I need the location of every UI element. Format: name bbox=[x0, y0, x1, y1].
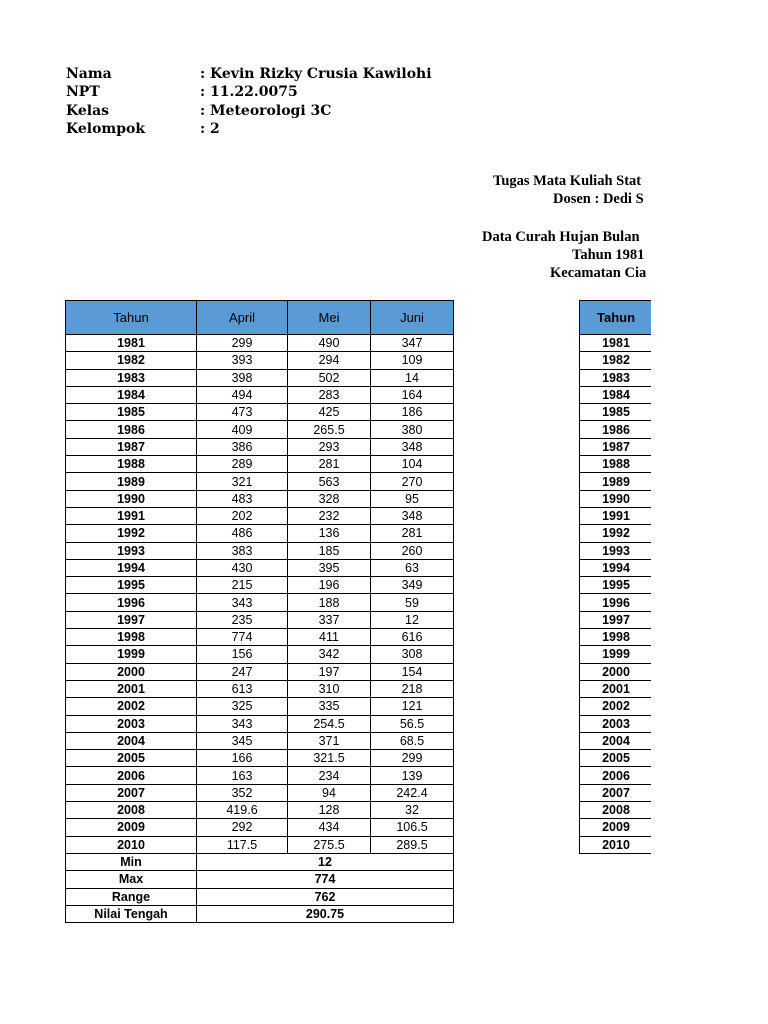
rainfall-cell: 308 bbox=[371, 646, 454, 663]
stat-value: 12 bbox=[197, 853, 454, 870]
year-cell: 2006 bbox=[580, 767, 652, 784]
rainfall-cell: 109 bbox=[371, 352, 454, 369]
course-title: Tugas Mata Kuliah Stat bbox=[493, 173, 642, 189]
rainfall-cell: 409 bbox=[197, 421, 288, 438]
info-label: Kelas bbox=[66, 102, 110, 119]
table-row bbox=[66, 698, 454, 715]
stat-row bbox=[66, 888, 454, 905]
table-row bbox=[66, 732, 454, 749]
year-range: Tahun 1981 bbox=[572, 247, 645, 263]
rainfall-cell: 32 bbox=[371, 802, 454, 819]
table-row bbox=[66, 611, 454, 628]
table-row bbox=[580, 456, 652, 473]
year-cell: 2005 bbox=[580, 750, 652, 767]
year-cell: 1995 bbox=[580, 577, 652, 594]
rainfall-cell: 299 bbox=[197, 335, 288, 352]
rainfall-cell: 345 bbox=[197, 732, 288, 749]
rainfall-cell: 289 bbox=[197, 456, 288, 473]
rainfall-cell: 774 bbox=[197, 629, 288, 646]
year-cell: 1992 bbox=[580, 525, 652, 542]
table-row bbox=[66, 404, 454, 421]
rainfall-cell: 613 bbox=[197, 680, 288, 697]
rainfall-cell: 349 bbox=[371, 577, 454, 594]
table-row bbox=[580, 732, 652, 749]
rainfall-cell: 325 bbox=[197, 698, 288, 715]
year-cell: 2004 bbox=[580, 732, 652, 749]
stat-label: Nilai Tengah bbox=[66, 905, 197, 922]
rainfall-cell: 430 bbox=[197, 559, 288, 576]
stat-row bbox=[66, 853, 454, 870]
rainfall-cell: 215 bbox=[197, 577, 288, 594]
rainfall-cell: 383 bbox=[197, 542, 288, 559]
table-row bbox=[580, 542, 652, 559]
table-row bbox=[580, 594, 652, 611]
rainfall-cell: 335 bbox=[288, 698, 371, 715]
table-row bbox=[66, 335, 454, 352]
table-row bbox=[580, 577, 652, 594]
year-cell: 1985 bbox=[580, 404, 652, 421]
rainfall-cell: 117.5 bbox=[197, 836, 288, 853]
rainfall-cell: 347 bbox=[371, 335, 454, 352]
year-cell: 2007 bbox=[580, 784, 652, 801]
table-header-row bbox=[66, 301, 454, 335]
rainfall-cell: 395 bbox=[288, 559, 371, 576]
rainfall-cell: 196 bbox=[288, 577, 371, 594]
table-row bbox=[580, 629, 652, 646]
student-info bbox=[66, 65, 466, 145]
info-row bbox=[66, 83, 466, 102]
year-cell: 1999 bbox=[66, 646, 197, 663]
document-heading bbox=[440, 160, 651, 300]
year-cell: 2004 bbox=[66, 732, 197, 749]
info-value: : Kevin Rizky Crusia Kawilohi bbox=[200, 66, 432, 82]
rainfall-cell: 502 bbox=[288, 369, 371, 386]
table-row bbox=[580, 559, 652, 576]
lecturer-name: Dosen : Dedi S bbox=[553, 191, 644, 207]
table-row bbox=[66, 490, 454, 507]
year-cell: 1987 bbox=[580, 438, 652, 455]
rainfall-cell: 494 bbox=[197, 386, 288, 403]
info-row bbox=[66, 102, 466, 121]
table-row bbox=[66, 646, 454, 663]
rainfall-cell: 242.4 bbox=[371, 784, 454, 801]
info-row bbox=[66, 65, 466, 84]
rainfall-cell: 310 bbox=[288, 680, 371, 697]
rainfall-cell: 12 bbox=[371, 611, 454, 628]
rainfall-cell: 254.5 bbox=[288, 715, 371, 732]
rainfall-cell: 234 bbox=[288, 767, 371, 784]
year-cell: 1997 bbox=[66, 611, 197, 628]
second-rainfall-table bbox=[579, 300, 651, 854]
info-row bbox=[66, 120, 466, 139]
rainfall-cell: 128 bbox=[288, 802, 371, 819]
table-row bbox=[580, 698, 652, 715]
table-row bbox=[66, 369, 454, 386]
table-row bbox=[66, 663, 454, 680]
rainfall-cell: 321 bbox=[197, 473, 288, 490]
table-row bbox=[580, 767, 652, 784]
year-cell: 2010 bbox=[66, 836, 197, 853]
rainfall-cell: 563 bbox=[288, 473, 371, 490]
rainfall-cell: 197 bbox=[288, 663, 371, 680]
rainfall-cell: 328 bbox=[288, 490, 371, 507]
table-row bbox=[66, 750, 454, 767]
table-row bbox=[580, 352, 652, 369]
year-cell: 1999 bbox=[580, 646, 652, 663]
year-cell: 2009 bbox=[580, 819, 652, 836]
rainfall-cell: 121 bbox=[371, 698, 454, 715]
info-label: Kelompok bbox=[66, 120, 146, 137]
stat-value: 774 bbox=[197, 871, 454, 888]
rainfall-cell: 95 bbox=[371, 490, 454, 507]
rainfall-cell: 186 bbox=[371, 404, 454, 421]
rainfall-cell: 293 bbox=[288, 438, 371, 455]
table-row bbox=[580, 715, 652, 732]
year-cell: 2010 bbox=[580, 836, 652, 853]
year-cell: 1998 bbox=[66, 629, 197, 646]
rainfall-cell: 185 bbox=[288, 542, 371, 559]
table-row bbox=[66, 767, 454, 784]
rainfall-cell: 163 bbox=[197, 767, 288, 784]
year-cell: 1985 bbox=[66, 404, 197, 421]
table-row bbox=[66, 456, 454, 473]
table-row bbox=[580, 335, 652, 352]
stat-row bbox=[66, 871, 454, 888]
rainfall-cell: 490 bbox=[288, 335, 371, 352]
rainfall-cell: 398 bbox=[197, 369, 288, 386]
rainfall-cell: 265.5 bbox=[288, 421, 371, 438]
rainfall-cell: 371 bbox=[288, 732, 371, 749]
table-row bbox=[580, 784, 652, 801]
rainfall-cell: 154 bbox=[371, 663, 454, 680]
stat-value: 290.75 bbox=[197, 905, 454, 922]
table-row bbox=[580, 386, 652, 403]
year-cell: 2005 bbox=[66, 750, 197, 767]
year-cell: 2000 bbox=[580, 663, 652, 680]
info-value: : Meteorologi 3C bbox=[200, 102, 332, 119]
year-cell: 1992 bbox=[66, 525, 197, 542]
year-cell: 1993 bbox=[580, 542, 652, 559]
table-row bbox=[66, 542, 454, 559]
table-row bbox=[66, 594, 454, 611]
rainfall-cell: 434 bbox=[288, 819, 371, 836]
rainfall-cell: 166 bbox=[197, 750, 288, 767]
rainfall-cell: 352 bbox=[197, 784, 288, 801]
rainfall-cell: 294 bbox=[288, 352, 371, 369]
year-cell: 1997 bbox=[580, 611, 652, 628]
table-row bbox=[580, 750, 652, 767]
year-cell: 2007 bbox=[66, 784, 197, 801]
year-cell: 1995 bbox=[66, 577, 197, 594]
rainfall-cell: 289.5 bbox=[371, 836, 454, 853]
rainfall-cell: 337 bbox=[288, 611, 371, 628]
table-row bbox=[66, 507, 454, 524]
table-row bbox=[66, 386, 454, 403]
rainfall-cell: 156 bbox=[197, 646, 288, 663]
year-cell: 1982 bbox=[580, 352, 652, 369]
year-cell: 1986 bbox=[580, 421, 652, 438]
year-cell: 2001 bbox=[66, 680, 197, 697]
rainfall-cell: 425 bbox=[288, 404, 371, 421]
rainfall-cell: 299 bbox=[371, 750, 454, 767]
year-cell: 1989 bbox=[580, 473, 652, 490]
year-cell: 1983 bbox=[580, 369, 652, 386]
table-row bbox=[66, 802, 454, 819]
table-row bbox=[580, 611, 652, 628]
rainfall-table bbox=[65, 300, 454, 923]
table-row bbox=[66, 836, 454, 853]
rainfall-cell: 419.6 bbox=[197, 802, 288, 819]
rainfall-cell: 393 bbox=[197, 352, 288, 369]
year-cell: 2008 bbox=[580, 802, 652, 819]
year-cell: 1988 bbox=[580, 456, 652, 473]
rainfall-cell: 136 bbox=[288, 525, 371, 542]
year-cell: 1981 bbox=[580, 335, 652, 352]
info-label: NPT bbox=[66, 84, 100, 101]
year-cell: 2000 bbox=[66, 663, 197, 680]
rainfall-cell: 14 bbox=[371, 369, 454, 386]
table-row bbox=[580, 438, 652, 455]
rainfall-cell: 218 bbox=[371, 680, 454, 697]
rainfall-cell: 386 bbox=[197, 438, 288, 455]
table-row bbox=[66, 680, 454, 697]
rainfall-cell: 348 bbox=[371, 438, 454, 455]
info-value: : 11.22.0075 bbox=[200, 84, 298, 101]
year-cell: 1991 bbox=[66, 507, 197, 524]
rainfall-cell: 616 bbox=[371, 629, 454, 646]
table-row bbox=[580, 646, 652, 663]
rainfall-cell: 235 bbox=[197, 611, 288, 628]
rainfall-cell: 68.5 bbox=[371, 732, 454, 749]
year-cell: 2003 bbox=[580, 715, 652, 732]
stat-row bbox=[66, 905, 454, 922]
year-cell: 1990 bbox=[580, 490, 652, 507]
table-row bbox=[66, 473, 454, 490]
table-row bbox=[66, 577, 454, 594]
year-cell: 1981 bbox=[66, 335, 197, 352]
table-row bbox=[66, 784, 454, 801]
rainfall-cell: 188 bbox=[288, 594, 371, 611]
rainfall-cell: 56.5 bbox=[371, 715, 454, 732]
table-row bbox=[580, 525, 652, 542]
header-juni: Juni bbox=[371, 301, 454, 335]
table-row bbox=[580, 507, 652, 524]
table-row bbox=[580, 369, 652, 386]
rainfall-cell: 281 bbox=[288, 456, 371, 473]
second-table-partial bbox=[579, 300, 651, 860]
year-cell: 1996 bbox=[66, 594, 197, 611]
table-row bbox=[66, 525, 454, 542]
table-row bbox=[66, 819, 454, 836]
rainfall-cell: 380 bbox=[371, 421, 454, 438]
table-row bbox=[66, 629, 454, 646]
stat-value: 762 bbox=[197, 888, 454, 905]
info-label: Nama bbox=[66, 66, 112, 82]
rainfall-cell: 343 bbox=[197, 594, 288, 611]
rainfall-cell: 343 bbox=[197, 715, 288, 732]
year-cell: 1989 bbox=[66, 473, 197, 490]
rainfall-cell: 59 bbox=[371, 594, 454, 611]
table-row bbox=[580, 663, 652, 680]
rainfall-cell: 164 bbox=[371, 386, 454, 403]
rainfall-cell: 94 bbox=[288, 784, 371, 801]
rainfall-cell: 270 bbox=[371, 473, 454, 490]
year-cell: 1990 bbox=[66, 490, 197, 507]
year-cell: 1991 bbox=[580, 507, 652, 524]
year-cell: 1983 bbox=[66, 369, 197, 386]
year-cell: 1994 bbox=[580, 559, 652, 576]
year-cell: 2008 bbox=[66, 802, 197, 819]
rainfall-cell: 275.5 bbox=[288, 836, 371, 853]
year-cell: 1993 bbox=[66, 542, 197, 559]
rainfall-cell: 483 bbox=[197, 490, 288, 507]
year-cell: 1994 bbox=[66, 559, 197, 576]
rainfall-cell: 473 bbox=[197, 404, 288, 421]
rainfall-cell: 283 bbox=[288, 386, 371, 403]
rainfall-cell: 106.5 bbox=[371, 819, 454, 836]
year-cell: 1996 bbox=[580, 594, 652, 611]
table-row bbox=[66, 421, 454, 438]
year-cell: 1986 bbox=[66, 421, 197, 438]
year-cell: 1998 bbox=[580, 629, 652, 646]
table-row bbox=[580, 802, 652, 819]
year-cell: 1982 bbox=[66, 352, 197, 369]
rainfall-cell: 321.5 bbox=[288, 750, 371, 767]
rainfall-cell: 292 bbox=[197, 819, 288, 836]
year-cell: 1988 bbox=[66, 456, 197, 473]
table-row bbox=[580, 421, 652, 438]
rainfall-cell: 232 bbox=[288, 507, 371, 524]
year-cell: 1987 bbox=[66, 438, 197, 455]
table-row bbox=[580, 490, 652, 507]
table-row bbox=[66, 352, 454, 369]
info-value: : 2 bbox=[200, 120, 220, 137]
rainfall-cell: 342 bbox=[288, 646, 371, 663]
table-row bbox=[580, 819, 652, 836]
table-row bbox=[66, 715, 454, 732]
year-cell: 1984 bbox=[580, 386, 652, 403]
table-row bbox=[66, 438, 454, 455]
table-row bbox=[580, 473, 652, 490]
year-cell: 1984 bbox=[66, 386, 197, 403]
year-cell: 2009 bbox=[66, 819, 197, 836]
table-row bbox=[580, 404, 652, 421]
rainfall-cell: 139 bbox=[371, 767, 454, 784]
header-mei: Mei bbox=[288, 301, 371, 335]
table-row bbox=[580, 680, 652, 697]
stat-label: Max bbox=[66, 871, 197, 888]
table-row bbox=[66, 559, 454, 576]
rainfall-cell: 411 bbox=[288, 629, 371, 646]
year-cell: 2002 bbox=[580, 698, 652, 715]
rainfall-cell: 104 bbox=[371, 456, 454, 473]
rainfall-cell: 247 bbox=[197, 663, 288, 680]
data-title: Data Curah Hujan Bulan bbox=[482, 229, 640, 245]
district-name: Kecamatan Cia bbox=[550, 265, 647, 281]
rainfall-cell: 202 bbox=[197, 507, 288, 524]
rainfall-cell: 260 bbox=[371, 542, 454, 559]
year-cell: 2002 bbox=[66, 698, 197, 715]
rainfall-cell: 63 bbox=[371, 559, 454, 576]
header-tahun: Tahun bbox=[66, 301, 197, 335]
table-row bbox=[580, 836, 652, 853]
stat-label: Range bbox=[66, 888, 197, 905]
stat-label: Min bbox=[66, 853, 197, 870]
year-cell: 2001 bbox=[580, 680, 652, 697]
year-cell: 2003 bbox=[66, 715, 197, 732]
rainfall-cell: 348 bbox=[371, 507, 454, 524]
rainfall-cell: 486 bbox=[197, 525, 288, 542]
rainfall-cell: 281 bbox=[371, 525, 454, 542]
year-cell: 2006 bbox=[66, 767, 197, 784]
header-tahun-2: Tahun bbox=[580, 301, 652, 335]
header-april: April bbox=[197, 301, 288, 335]
